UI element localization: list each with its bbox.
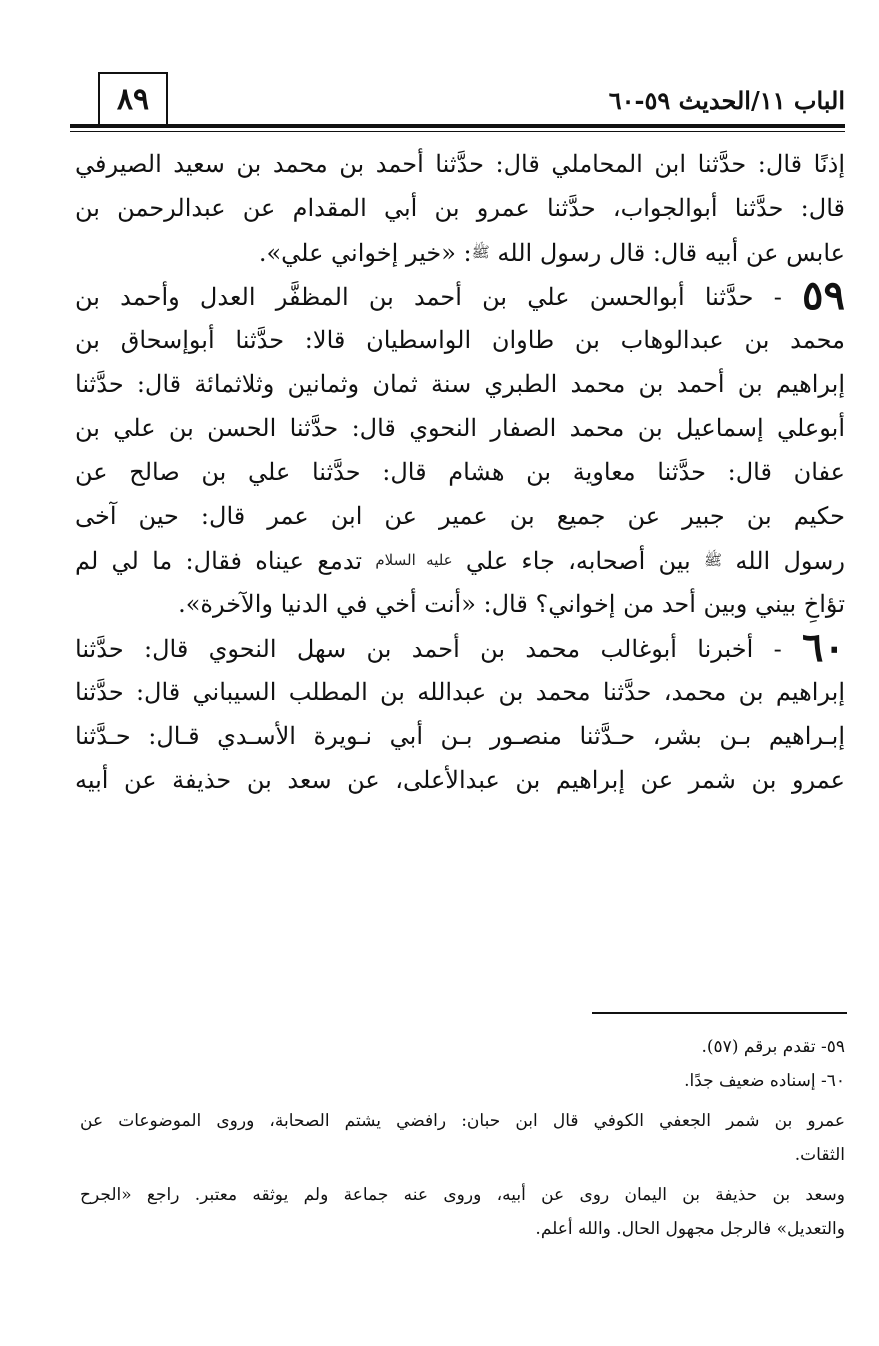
- text-line: قال: حدَّثنا أبوالجواب، حدَّثنا عمرو بن أبي المقدام عن عبدالرحمن بن: [75, 194, 845, 222]
- footnote-saad: [80, 1178, 845, 1246]
- header-rule-thin: [70, 131, 845, 132]
- text-line: إبراهيم بن محمد، حدَّثنا محمد بن عبدالله بن المطلب السيباني قال: حدَّثنا: [75, 678, 845, 706]
- footnote-59: ٥٩- تقدم برقم (٥٧).: [701, 1037, 845, 1057]
- main-text: [75, 142, 845, 802]
- text-line: إذنًا قال: حدَّثنا ابن المحاملي قال: حدَّثنا أحمد بن محمد بن سعيد الصيرفي: [75, 150, 845, 178]
- text-line: عابس عن أبيه قال: قال رسول الله ﷺ: «خير إخواني علي».: [258, 239, 845, 267]
- hadith-59-line: [75, 274, 845, 318]
- text-fragment: بين أصحابه، جاء علي: [465, 547, 691, 575]
- text-line: أبوعلي إسماعيل بن محمد الصفار النحوي قال: حدَّثنا الحسن بن علي بن: [75, 414, 845, 442]
- hadith-number: ٦٠: [802, 626, 845, 670]
- salawat-ali-glyph: عليه السلام: [375, 551, 453, 569]
- hadith-60-line: [75, 626, 845, 670]
- footnote-line: الثقات.: [794, 1145, 845, 1165]
- footnote-line: عمرو بن شمر الجعفي الكوفي قال ابن حبان: رافضي يشتم الصحابة، وروى الموضوعات عن: [80, 1111, 845, 1131]
- footnote-line: والتعديل» فالرجل مجهول الحال. والله أعلم.: [535, 1219, 845, 1239]
- footnotes: [80, 1030, 845, 1246]
- running-title: الباب ١١/الحديث ٥٩-٦٠: [608, 86, 845, 115]
- header-rule: [70, 124, 845, 128]
- footnote-line: وسعد بن حذيفة بن اليمان روى عن أبيه، وروى عنه جماعة ولم يوثقه معتبر. راجع «الجرح: [80, 1185, 845, 1205]
- page-number-box: [98, 72, 168, 124]
- text-line: عمرو بن شمر عن إبراهيم بن عبدالأعلى، عن سعد بن حذيفة عن أبيه: [75, 766, 845, 794]
- salawat-glyph: ﷺ: [704, 551, 723, 569]
- text-line: تؤاخِ بيني وبين أحد من إخواني؟ قال: «أنت أخي في الدنيا والآخرة».: [178, 590, 845, 618]
- footnote-amr: [80, 1104, 845, 1172]
- text-fragment: تدمع عيناه فقال: ما لي لم: [75, 547, 363, 575]
- footnote-separator: [592, 1012, 847, 1014]
- text-line: عفان قال: حدَّثنا معاوية بن هشام قال: حدَّثنا علي بن صالح عن: [75, 458, 845, 486]
- text-line: محمد بن عبدالوهاب بن طاوان الواسطيان قالا: حدَّثنا أبوإسحاق بن: [75, 326, 845, 354]
- page-header: [70, 72, 845, 130]
- salawat-glyph: ﷺ: [471, 243, 490, 261]
- footnote-60: ٦٠- إسناده ضعيف جدًا.: [684, 1071, 845, 1091]
- text-fragment: - أخبرنا أبوغالب محمد بن أحمد بن سهل النحوي قال: حدَّثنا: [75, 635, 782, 663]
- page-number: ٨٩: [116, 82, 150, 117]
- text-fragment: - حدَّثنا أبوالحسن علي بن أحمد بن المظفَّر العدل وأحمد بن: [75, 283, 782, 311]
- text-line: حكيم بن جبير عن جميع بن عمير عن ابن عمر قال: حين آخى: [75, 502, 845, 530]
- hadith-number: ٥٩: [802, 274, 845, 318]
- text-fragment: «خير إخواني علي».: [258, 239, 456, 267]
- text-line: إبراهيم بن أحمد بن محمد الطبري سنة ثمان وثمانين وثلاثمائة قال: حدَّثنا: [75, 370, 845, 398]
- text-line: إبـراهيم بـن بشر، حـدَّثنا منصـور بـن أبي نـويرة الأسـدي قـال: حـدَّثنا: [75, 722, 845, 750]
- text-fragment: رسول الله: [735, 547, 845, 575]
- text-line: [75, 538, 845, 582]
- text-fragment: عابس عن أبيه قال: قال رسول الله: [497, 239, 845, 267]
